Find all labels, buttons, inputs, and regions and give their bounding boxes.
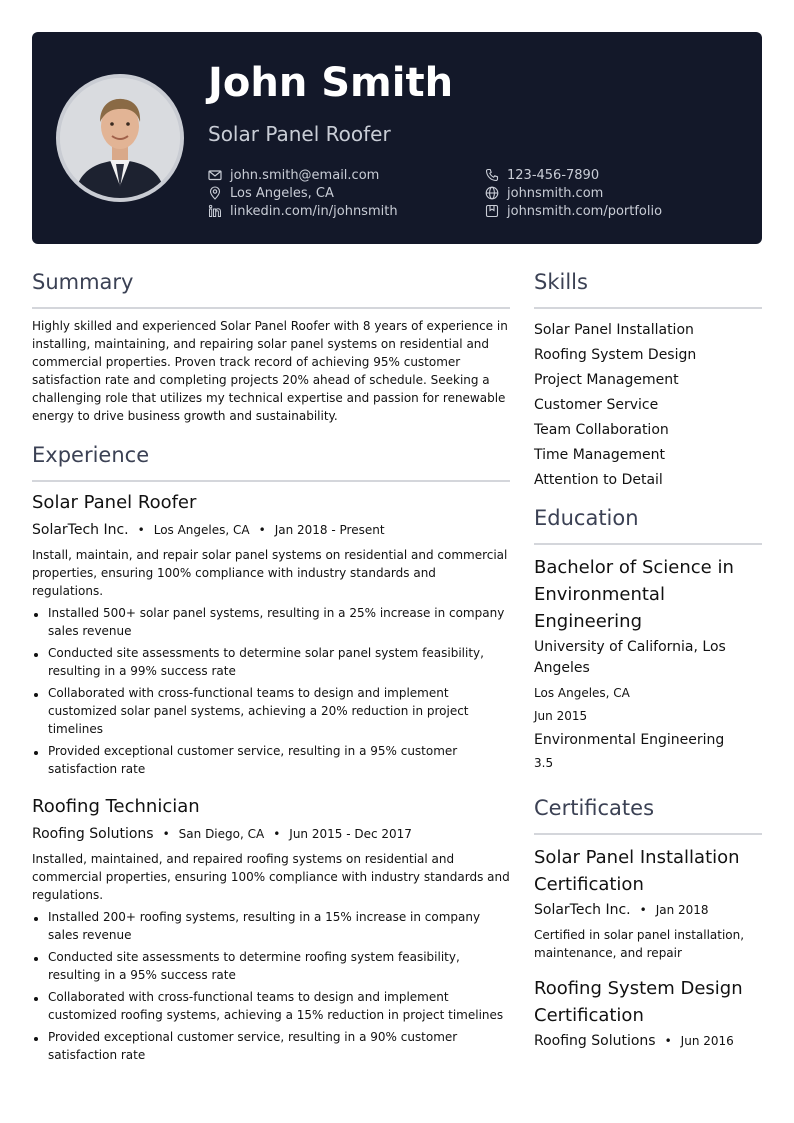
job-company: SolarTech Inc.	[32, 522, 129, 538]
candidate-name: John Smith	[208, 60, 454, 106]
job-company: Roofing Solutions	[32, 826, 154, 842]
skill-item: Attention to Detail	[534, 472, 663, 488]
separator-dot: •	[664, 1034, 672, 1048]
job-dates: Jan 2018 - Present	[274, 523, 385, 537]
job-location: San Diego, CA	[178, 827, 265, 841]
contact-email[interactable]	[208, 166, 379, 184]
achievement-item: Collaborated with cross-functional teams to design and implement customized solar panel systems, achieving a 20% reduction in project timelines	[32, 684, 510, 738]
achievement-item: Provided exceptional customer service, resulting in a 90% customer satisfaction rate	[32, 1028, 510, 1064]
separator-dot: •	[258, 523, 266, 537]
education-degree: Bachelor of Science in Environmental Engineering	[534, 557, 734, 632]
summary-heading: Summary	[32, 270, 134, 294]
job-dates: Jun 2015 - Dec 2017	[289, 827, 412, 841]
job-title: Solar Panel Roofer	[32, 492, 197, 513]
job-meta	[32, 826, 412, 842]
education-date: Jun 2015	[534, 709, 588, 723]
skill-item: Team Collaboration	[534, 422, 669, 438]
mail-icon	[208, 168, 222, 182]
certificate-meta	[534, 902, 709, 918]
experience-heading: Experience	[32, 443, 150, 467]
certificates-heading: Certificates	[534, 796, 655, 820]
certificate-date: Jan 2018	[655, 903, 709, 917]
certificate-title: Solar Panel Installation Certification	[534, 847, 740, 895]
contact-linkedin-text: linkedin.com/in/johnsmith	[230, 203, 398, 219]
location-icon	[208, 186, 222, 200]
achievement-item: Installed 200+ roofing systems, resulting in a 15% increase in company sales revenue	[32, 908, 510, 944]
achievement-item: Conducted site assessments to determine solar panel system feasibility, resulting in a 99% success rate	[32, 644, 510, 680]
contact-location	[208, 184, 334, 202]
skill-item: Solar Panel Installation	[534, 322, 694, 338]
job-meta	[32, 522, 385, 538]
certificate-issuer: Roofing Solutions	[534, 1033, 656, 1049]
job-description: Install, maintain, and repair solar panel systems on residential and commercial properties, ensuring 100% compliance with industry standards and regulations.	[32, 548, 508, 598]
linkedin-icon	[208, 204, 222, 218]
contact-email-text: john.smith@email.com	[230, 167, 380, 183]
contact-portfolio[interactable]	[485, 202, 662, 220]
skill-item: Project Management	[534, 372, 679, 388]
summary-text: Highly skilled and experienced Solar Panel Roofer with 8 years of experience in installing, maintaining, and repairing solar panel systems on residential and commercial properties. Proven track record of achieving 95% customer satisfaction rate and completing projects 20% ahead of schedule. Seeking a challenging role that utilizes my technical expertise and passion for renewable energy to drive business growth and sustainability.	[32, 319, 508, 423]
certificate-date: Jun 2016	[680, 1034, 734, 1048]
summary-divider	[32, 307, 510, 309]
job-achievements	[32, 908, 510, 1068]
education-field: Environmental Engineering	[534, 732, 725, 748]
skill-item: Roofing System Design	[534, 347, 697, 363]
skills-list	[534, 318, 696, 493]
contact-location-text: Los Angeles, CA	[230, 185, 334, 201]
contact-website-text: johnsmith.com	[507, 185, 604, 201]
certificates-divider	[534, 833, 762, 835]
separator-dot: •	[273, 827, 281, 841]
candidate-role: Solar Panel Roofer	[208, 122, 391, 146]
skill-item: Time Management	[534, 447, 665, 463]
contact-phone[interactable]	[485, 166, 599, 184]
skills-divider	[534, 307, 762, 309]
portfolio-icon	[485, 204, 499, 218]
profile-photo	[60, 78, 180, 198]
achievement-item: Provided exceptional customer service, resulting in a 95% customer satisfaction rate	[32, 742, 510, 778]
avatar	[56, 74, 184, 202]
certificate-meta	[534, 1033, 734, 1049]
separator-dot: •	[137, 523, 145, 537]
education-gpa: 3.5	[534, 756, 554, 770]
job-title: Roofing Technician	[32, 796, 200, 817]
job-location: Los Angeles, CA	[153, 523, 250, 537]
contact-website[interactable]	[485, 184, 603, 202]
achievement-item: Collaborated with cross-functional teams to design and implement customized roofing systems, achieving a 15% reduction in project timelines	[32, 988, 510, 1024]
education-school: University of California, Los Angeles	[534, 639, 726, 676]
education-heading: Education	[534, 506, 639, 530]
separator-dot: •	[639, 903, 647, 917]
contact-phone-text: 123-456-7890	[507, 167, 600, 183]
globe-icon	[485, 186, 499, 200]
education-divider	[534, 543, 762, 545]
contact-linkedin[interactable]	[208, 202, 398, 220]
resume-header	[32, 32, 762, 244]
contact-portfolio-text: johnsmith.com/portfolio	[507, 203, 663, 219]
experience-divider	[32, 480, 510, 482]
certificate-description: Certified in solar panel installation, maintenance, and repair	[534, 928, 745, 960]
skill-item: Customer Service	[534, 397, 659, 413]
education-location: Los Angeles, CA	[534, 686, 630, 700]
job-achievements	[32, 604, 510, 782]
certificate-title: Roofing System Design Certification	[534, 978, 743, 1026]
skills-heading: Skills	[534, 270, 588, 294]
achievement-item: Conducted site assessments to determine roofing system feasibility, resulting in a 95% success rate	[32, 948, 510, 984]
job-description: Installed, maintained, and repaired roofing systems on residential and commercial properties, ensuring 100% compliance with industry standards and regulations.	[32, 852, 510, 902]
certificate-issuer: SolarTech Inc.	[534, 902, 631, 918]
separator-dot: •	[162, 827, 170, 841]
achievement-item: Installed 500+ solar panel systems, resulting in a 25% increase in company sales revenue	[32, 604, 510, 640]
phone-icon	[485, 168, 499, 182]
